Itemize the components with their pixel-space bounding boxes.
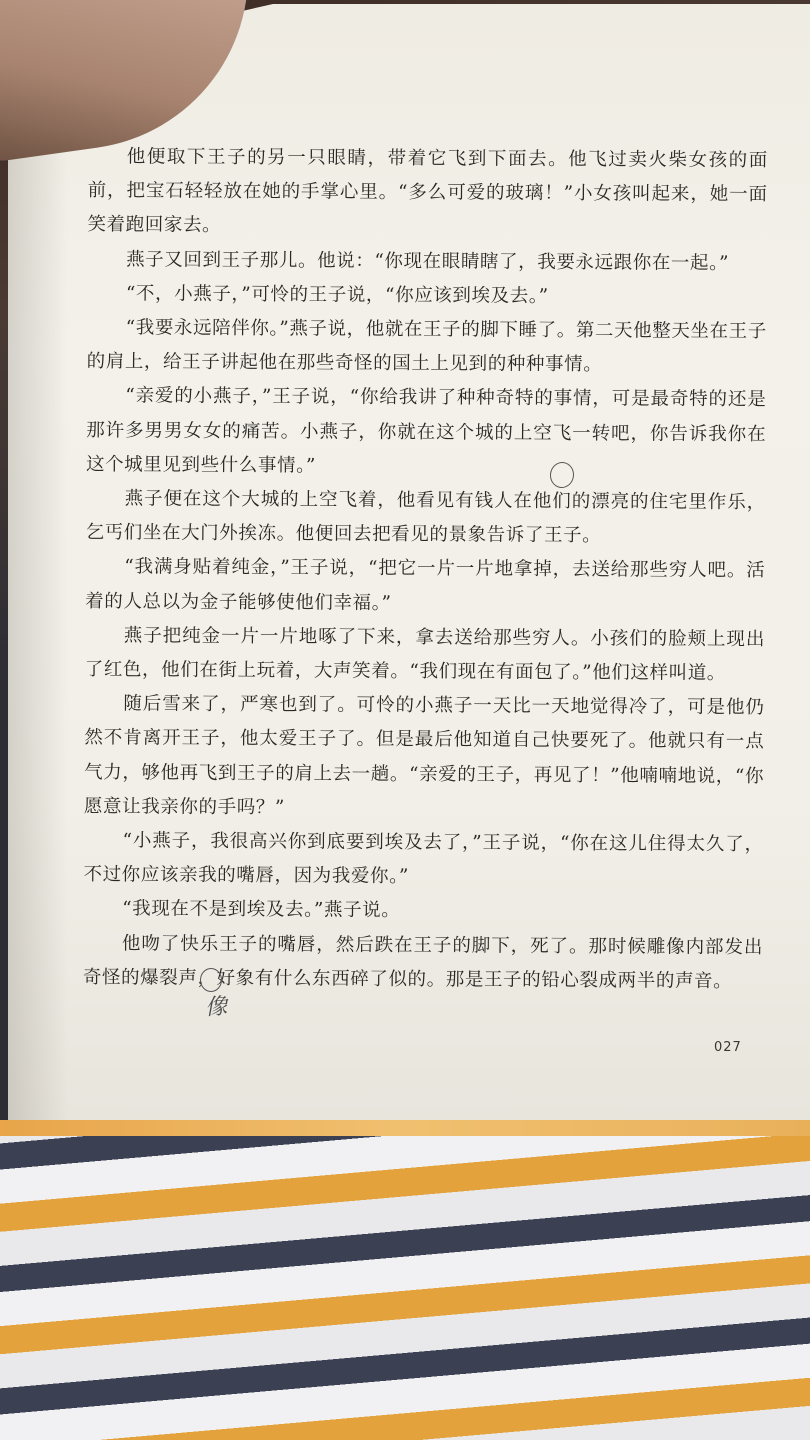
page-shadow (8, 4, 68, 1150)
paragraph: 他吻了快乐王子的嘴唇，然后跌在王子的脚下，死了。那时候雕像内部发出奇怪的爆裂声，好象有什么东西碎了似的。那是王子的铅心裂成两半的声音。 (82, 932, 764, 992)
page-number: 027 (714, 1040, 742, 1055)
paragraph: “我要永远陪伴你。”燕子说，他就在王子的脚下睡了。第二天他整天坐在王子的肩上，给王子讲起他在那些奇怪的国土上见到的种种事情。 (86, 317, 767, 376)
paragraph: 随后雪来了，严寒也到了。可怜的小燕子一天比一天地觉得冷了，可是他仍然不肯离开王子，他太爱王子了。但是最后他知道自己快要死了。他就只有一点气力，够他再飞到王子的肩上去一趟。“亲爱的王子，再见了！”他喃喃地说，“你愿意让我亲你的手吗？” (83, 693, 765, 819)
paragraph: 燕子把纯金一片一片地啄了下来，拿去送给那些穷人。小孩们的脸颊上现出了红色，他们在街上玩着，大声笑着。“我们现在有面包了。”他们这样叫道。 (84, 625, 766, 684)
paragraph: 燕子便在这个大城的上空飞着，他看见有钱人在他们的漂亮的住宅里作乐，乞丐们坐在大门外挨冻。他便回去把看见的景象告诉了王子。 (85, 488, 766, 547)
paragraph: “我现在不是到埃及去。”燕子说。 (122, 898, 401, 922)
paragraph: 他便取下王子的另一只眼睛，带着它飞到下面去。他飞过卖火柴女孩的面前，把宝石轻轻放在她的手掌心里。“多么可爱的玻璃！”小女孩叫起来，她一面笑着跑回家去。 (87, 146, 768, 237)
handwritten-circle-mark (200, 968, 222, 992)
striped-fabric (0, 1120, 810, 1440)
paragraph: “不，小燕子，”可怜的王子说，“你应该到埃及去。” (125, 283, 549, 307)
paragraph: “亲爱的小燕子，”王子说，“你给我讲了种种奇特的事情，可是最奇特的还是那许多男男女女的痛苦。小燕子，你就在这个城的上空飞一转吧，你告诉我你在这个城里见到些什么事情。” (85, 385, 767, 477)
paragraph: 燕子又回到王子那儿。他说：“你现在眼睛瞎了，我要永远跟你在一起。” (126, 248, 730, 274)
paragraph: “我满身贴着纯金，”王子说，“把它一片一片地拿掉，去送给那些穷人吧。活着的人总以为金子能够使他们幸福。” (85, 556, 766, 614)
handwritten-correction: 像 (204, 994, 229, 1021)
page-text (83, 140, 768, 999)
fabric-stripe (0, 1120, 810, 1136)
paragraph: “小燕子，我很高兴你到底要到埃及去了，”王子说，“你在这儿住得太久了，不过你应该亲我的嘴唇，因为我爱你。” (83, 830, 764, 888)
